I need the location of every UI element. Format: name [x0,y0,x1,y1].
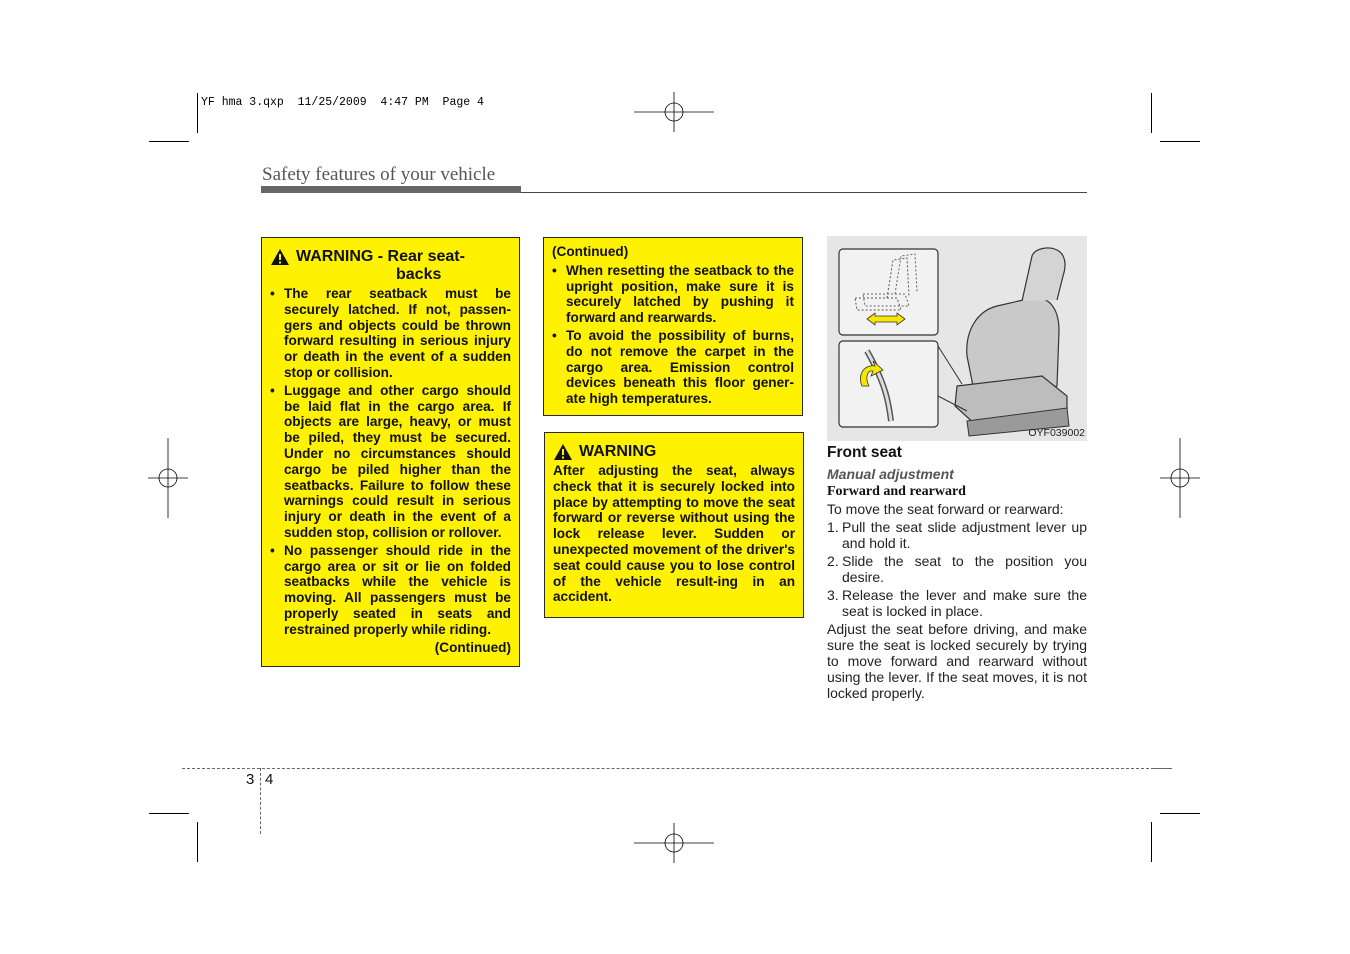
section-title: Safety features of your vehicle [262,164,496,185]
warning-title: WARNING [579,443,657,460]
adjust-paragraph: Adjust the seat before driving, and make sure the seat is locked securely by trying to move forward and rearward without using the lever. If the seat moves, it is not locked properly. [827,621,1087,701]
crop-mark [197,822,198,862]
warning-bullet-list [552,263,794,407]
footer-rule [182,768,1154,769]
warning-triangle-icon [270,248,290,266]
registration-mark-icon [634,92,714,132]
section-title-bar [261,186,521,193]
crop-mark [1160,813,1200,814]
print-slug: YF hma 3.qxp 11/25/2009 4:47 PM Page 4 [201,96,484,109]
crop-mark [149,813,189,814]
warning-title-cont: backs [396,266,442,283]
seat-figure [827,236,1087,441]
warning-bullet: • The rear seatback must be securely latched. If not, passen-gers and objects could be thrown forward resulting in serious injury or death in the event of a sudden stop or collision. [270,286,511,381]
crop-mark [149,141,189,142]
warning-text: After adjusting the seat, always check that it is securely locked into place by attempting to move the seat forward or reverse without using the lock release lever. Sudden or unexpected movement of the driver's seat could cause you to lose control of the vehicle result-ing in an accident. [553,463,795,605]
crop-mark [1151,93,1152,133]
registration-mark-icon [634,823,714,863]
warning-bullet-list [270,286,511,638]
page-number: 4 [265,771,274,788]
warning-box-seat-lock [544,432,804,618]
front-seat-heading: Front seat [827,444,902,461]
section-rule [521,192,1087,193]
list-item: 1. Pull the seat slide adjustment lever up and hold it. [827,519,1087,551]
seat-illustration [827,236,1087,441]
registration-mark-icon [148,438,188,518]
chapter-number: 3 [246,771,255,788]
continued-label: (Continued) [434,639,511,655]
warning-triangle-icon [553,443,573,461]
warning-heading [553,443,795,461]
warning-title: WARNING - Rear seat- [296,248,465,265]
warning-bullet: • When resetting the seatback to the upright position, make sure it is securely latched by pushing it forward and rearwards. [552,263,794,326]
footer-divider [260,768,261,834]
warning-bullet: • Luggage and other cargo should be laid flat in the cargo area. If objects are large, heavy, or must be piled, they must be secured. Under no circumstances should cargo be piled higher than the seatbacks. Failure to follow these warnings could result in serious injury or death in the event of a sudden stop, collision or rollover. [270,383,511,541]
warning-box-continued [543,237,803,416]
list-item: 3. Release the lever and make sure the seat is locked in place. [827,587,1087,619]
crop-mark [1160,141,1200,142]
warning-heading [270,248,511,284]
registration-mark-icon [1160,438,1200,518]
crop-mark [197,93,198,133]
intro-text: To move the seat forward or rearward: [827,501,1064,517]
crop-mark [1151,822,1152,862]
warning-box-rear-seatbacks [261,237,520,667]
manual-adjustment-heading: Manual adjustment [827,466,954,482]
forward-rearward-heading: Forward and rearward [827,484,966,499]
figure-code: OYF039002 [1028,427,1085,439]
continued-label: (Continued) [552,244,629,259]
warning-bullet: • To avoid the possibility of burns, do not remove the carpet in the cargo area. Emission control devices beneath this floor gener-ate high temperatures. [552,328,794,407]
footer-rule-end [1154,768,1172,769]
warning-bullet: • No passenger should ride in the cargo area or sit or lie on folded seatbacks while the vehicle is moving. All passengers must be properly seated in seats and restrained properly while riding. [270,543,511,638]
steps-list [827,519,1087,619]
list-item: 2. Slide the seat to the position you desire. [827,553,1087,585]
front-seat-section [827,445,1087,701]
